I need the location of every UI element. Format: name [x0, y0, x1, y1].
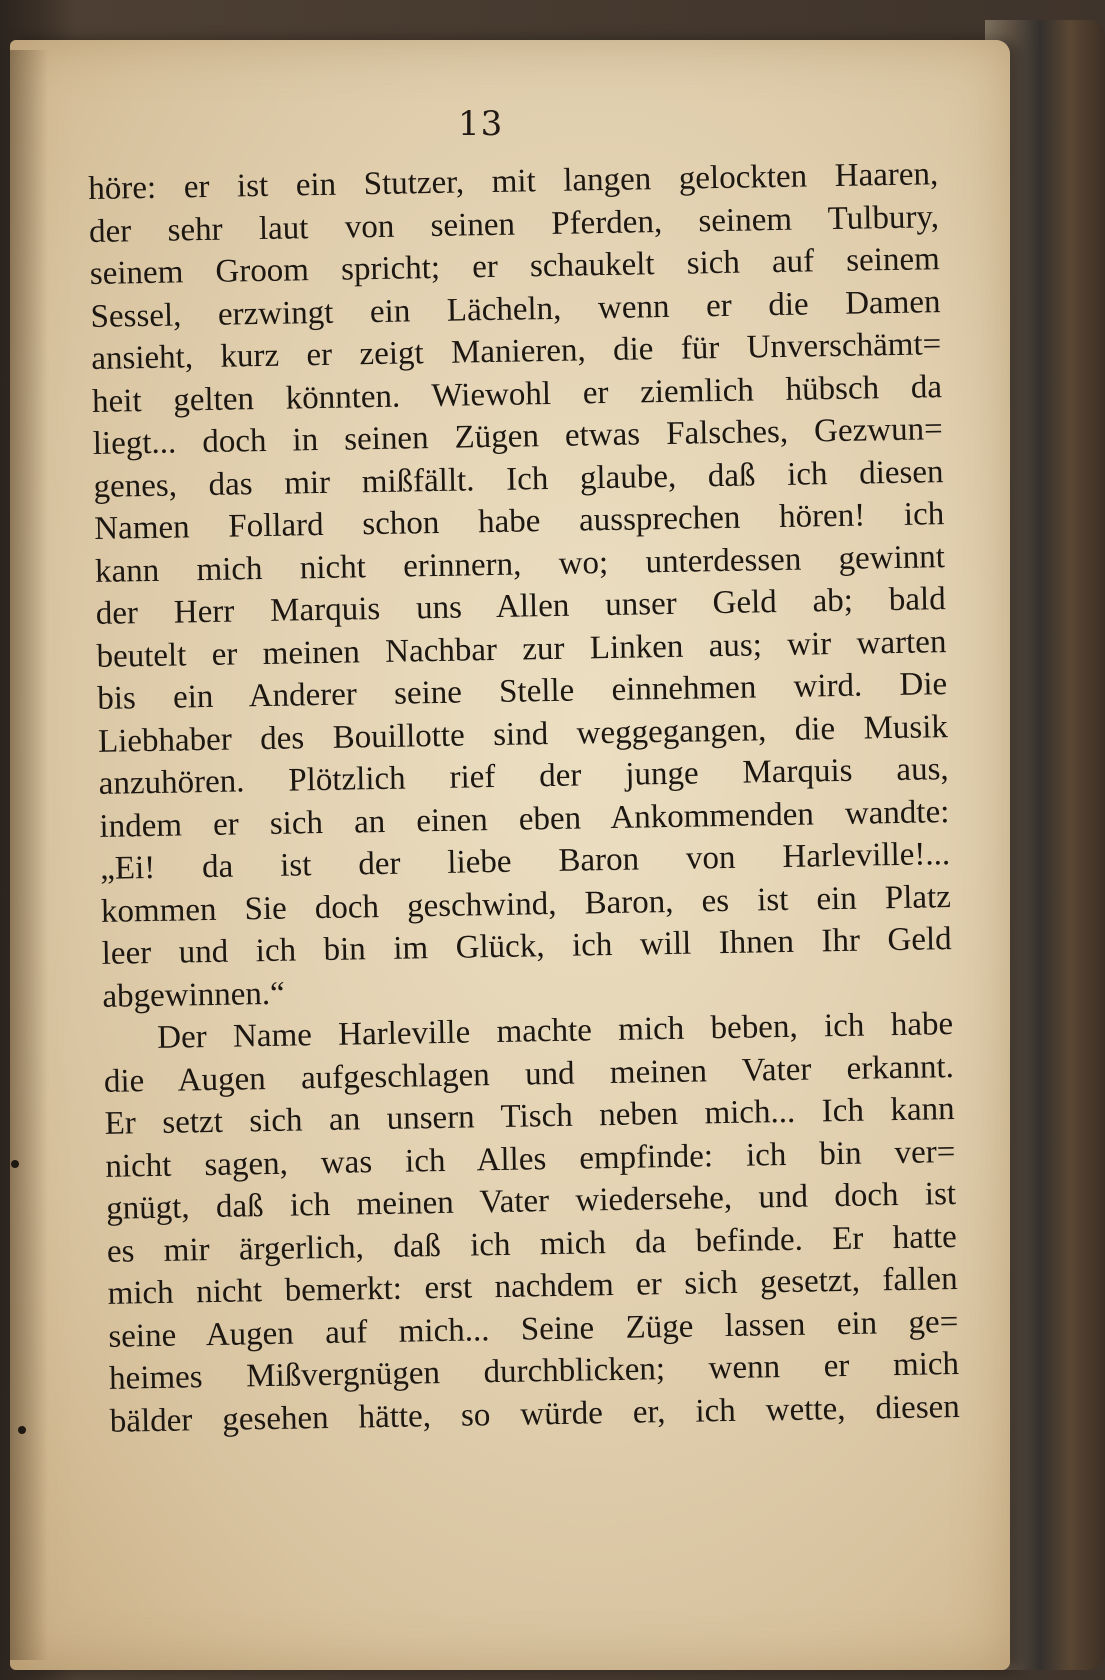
text-line: der sehr laut von seinen Pferden, seinem Tulbury,: [88, 198, 940, 250]
text-line: „Ei! da ist der liebe Baron von Harleville!...: [99, 836, 951, 887]
text-line: abgewinnen.“: [102, 975, 286, 1015]
text-line: höre: er ist ein Stutzer, mit langen gelockten Haaren,: [88, 156, 939, 207]
text-line: beutelt er meinen Nachbar zur Linken aus; wir warten: [96, 623, 947, 675]
text-line: leer und ich bin im Glück, ich will Ihnen Ihr Geld: [101, 921, 952, 972]
text-line: die Augen aufgeschlagen und meinen Vater erkannt.: [103, 1048, 955, 1100]
text-line: kann mich nicht erinnern, wo; unterdessen gewinnt: [94, 538, 946, 590]
text-line: Namen Follard schon habe aussprechen hören! ich: [93, 496, 945, 547]
text-line: liegt... doch in seinen Zügen etwas Falsches, Gezwun=: [92, 411, 944, 462]
text-line: Sessel, erzwingt ein Lächeln, wenn er die Damen: [90, 283, 941, 335]
ink-spot: [11, 1160, 19, 1168]
text-line: anzuhören. Plötzlich rief der junge Marquis aus,: [98, 751, 949, 802]
text-line: genes, das mir mißfällt. Ich glaube, daß ich diesen: [93, 453, 944, 505]
text-line: gnügt, daß ich meinen Vater wiedersehe, und doch ist: [105, 1176, 957, 1227]
ink-spot: [18, 1426, 26, 1434]
page-number: 13: [458, 104, 504, 144]
text-line: ansieht, kurz er zeigt Manieren, die für Unverschämt=: [91, 326, 942, 377]
text-line: heit gelten könnten. Wiewohl er ziemlich hübsch da: [91, 368, 943, 420]
text-line: seine Augen auf mich... Seine Züge lassen ein ge=: [108, 1303, 959, 1355]
text-line: mich nicht bemerkt: erst nachdem er sich gesetzt, fallen: [107, 1260, 958, 1312]
page-gutter-shadow: [10, 50, 48, 1660]
text-line: nicht sagen, was ich Alles empfinde: ich bin ver=: [105, 1133, 956, 1185]
text-line: bis ein Anderer seine Stelle einnehmen wird. Die: [96, 666, 948, 717]
text-line: Er setzt sich an unsern Tisch neben mich... Ich kann: [104, 1091, 955, 1142]
text-line: indem er sich an einen eben Ankommenden wandte:: [99, 793, 950, 845]
text-line: seinem Groom spricht; er schaukelt sich auf seinem: [89, 241, 941, 292]
text-line: es mir ärgerlich, daß ich mich da befinde. Er hatte: [106, 1218, 958, 1270]
page-text: [88, 153, 960, 1443]
text-line: Liebhaber des Bouillotte sind weggegangen, die Musik: [97, 708, 949, 760]
text-line: kommen Sie doch geschwind, Baron, es ist ein Platz: [100, 878, 952, 930]
text-line: heimes Mißvergnügen durchblicken; wenn er mich: [108, 1345, 960, 1397]
text-line: der Herr Marquis uns Allen unser Geld ab; bald: [95, 581, 946, 632]
text-line: Der Name Harleville machte mich beben, ich habe: [156, 1006, 954, 1056]
text-line: bälder gesehen hätte, so würde er, ich wette, diesen: [109, 1388, 961, 1440]
